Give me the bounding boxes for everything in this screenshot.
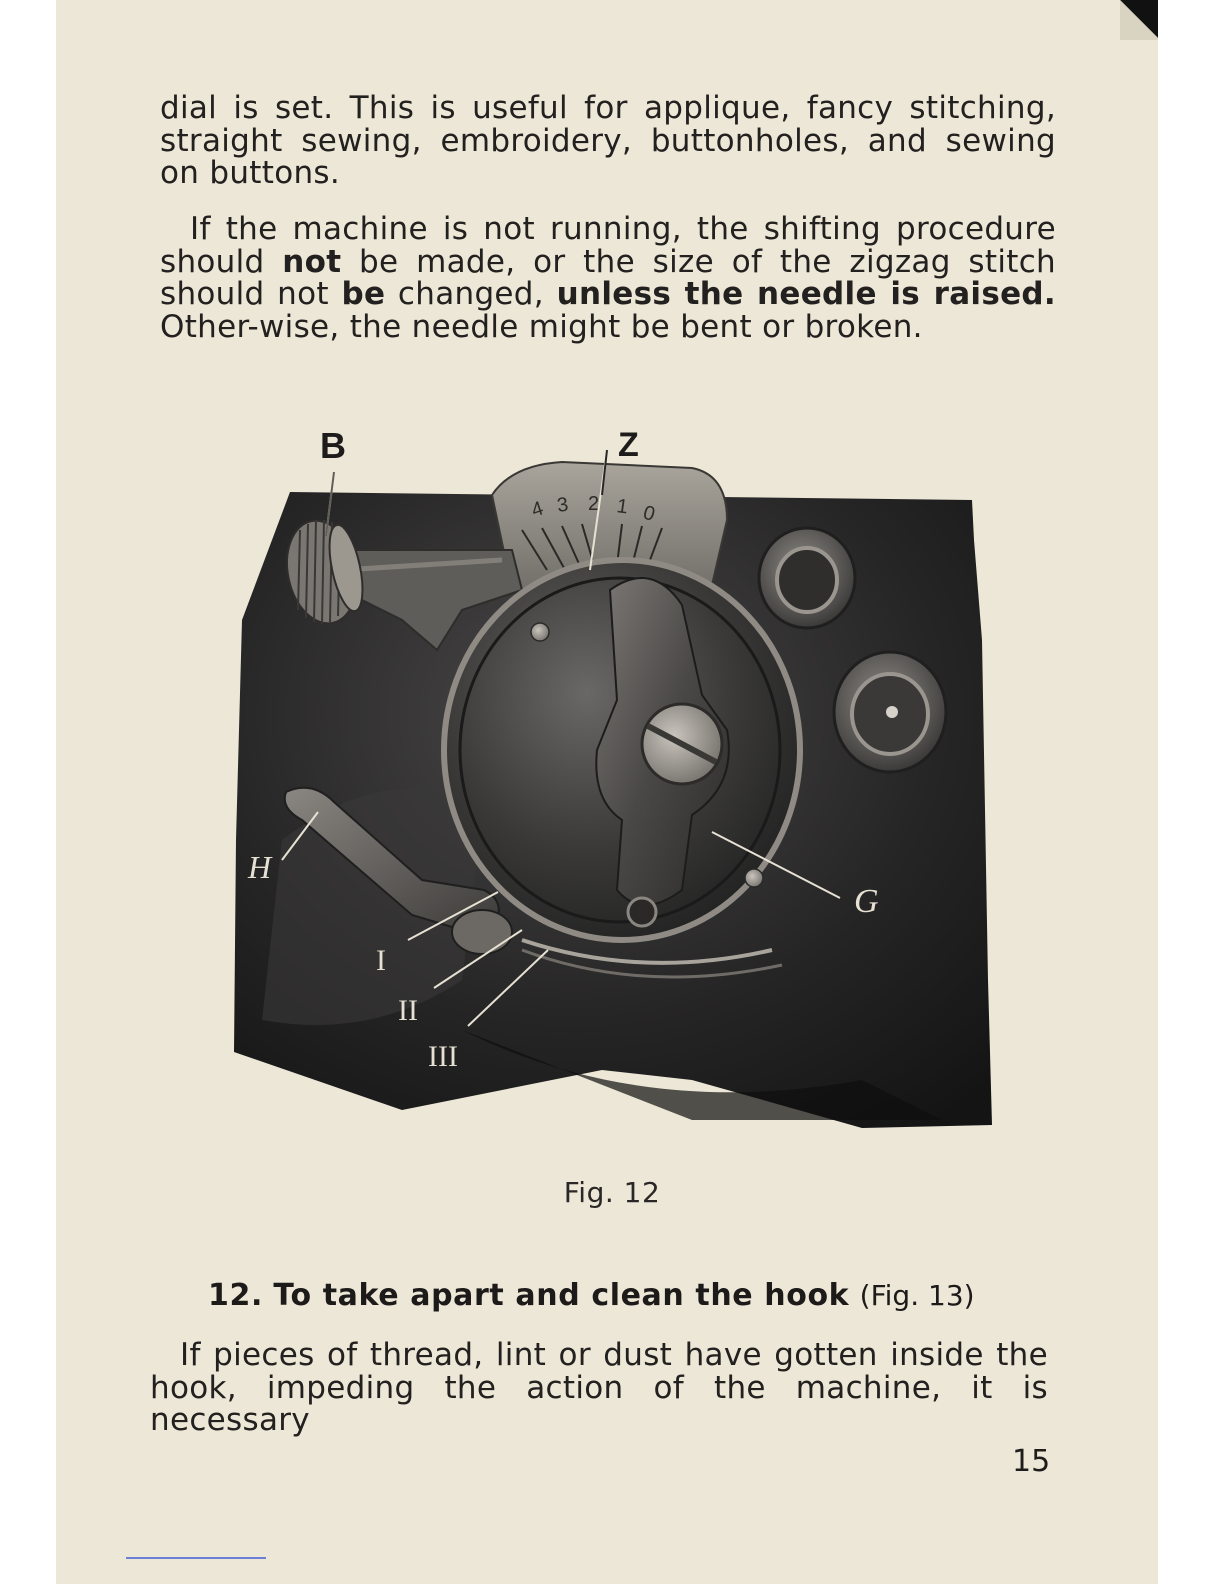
warning-text-1: If the machine is not running, the shifting procedure should	[160, 211, 1056, 280]
cover-screw-top	[531, 623, 549, 641]
label-h: H	[248, 849, 272, 885]
label-roman-ii: II	[398, 994, 418, 1027]
dial-number-1: 1	[615, 495, 630, 519]
warning-bold-be: be	[341, 276, 386, 312]
paragraph-dial-set: dial is set. This is useful for applique, fancy stitching, straight sewing, embroidery, buttonholes, and sewing on buttons.	[160, 90, 1056, 191]
figure-12-zigzag-mechanism	[222, 420, 1002, 1140]
label-roman-i: I	[376, 944, 386, 977]
dial-number-3: 3	[555, 493, 570, 517]
page-number: 15	[1012, 1444, 1051, 1479]
hook-cleaning-text: If pieces of thread, lint or dust have gotten inside the hook, impeding the action of the machine, it is necessary	[150, 1337, 1048, 1438]
warning-text-3: changed,	[385, 276, 557, 312]
dial-number-2: 2	[588, 493, 600, 515]
cover-screw-right	[745, 869, 763, 887]
section-number: 12.	[208, 1278, 263, 1313]
dial-number-4: 4	[528, 497, 547, 522]
dial-number-0: 0	[640, 501, 658, 526]
label-b: B	[320, 425, 346, 466]
label-z: Z	[618, 426, 639, 464]
section-heading	[208, 1278, 975, 1313]
warning-bold-not: not	[282, 243, 342, 280]
paragraph-shifting-warning	[160, 213, 1056, 343]
page-corner	[1120, 0, 1158, 40]
round-button-upper	[759, 528, 855, 628]
figure-caption: Fig. 12	[563, 1176, 661, 1209]
label-roman-iii: III	[428, 1040, 458, 1073]
warning-text-4: Other-wise, the needle might be bent or broken.	[160, 308, 923, 345]
warning-bold-needle-raised: unless the needle is raised.	[556, 276, 1056, 312]
paragraph-hook-cleaning	[150, 1339, 1048, 1437]
bottom-underline-mark	[126, 1557, 266, 1559]
label-g: G	[854, 883, 879, 920]
warning-text-2: be made, or the size of the zigzag stitch should not	[160, 243, 1056, 312]
round-button-lower	[834, 652, 946, 772]
section-figure-reference: (Fig. 13)	[859, 1279, 975, 1312]
section-title-text: To take apart and clean the hook	[273, 1278, 850, 1313]
